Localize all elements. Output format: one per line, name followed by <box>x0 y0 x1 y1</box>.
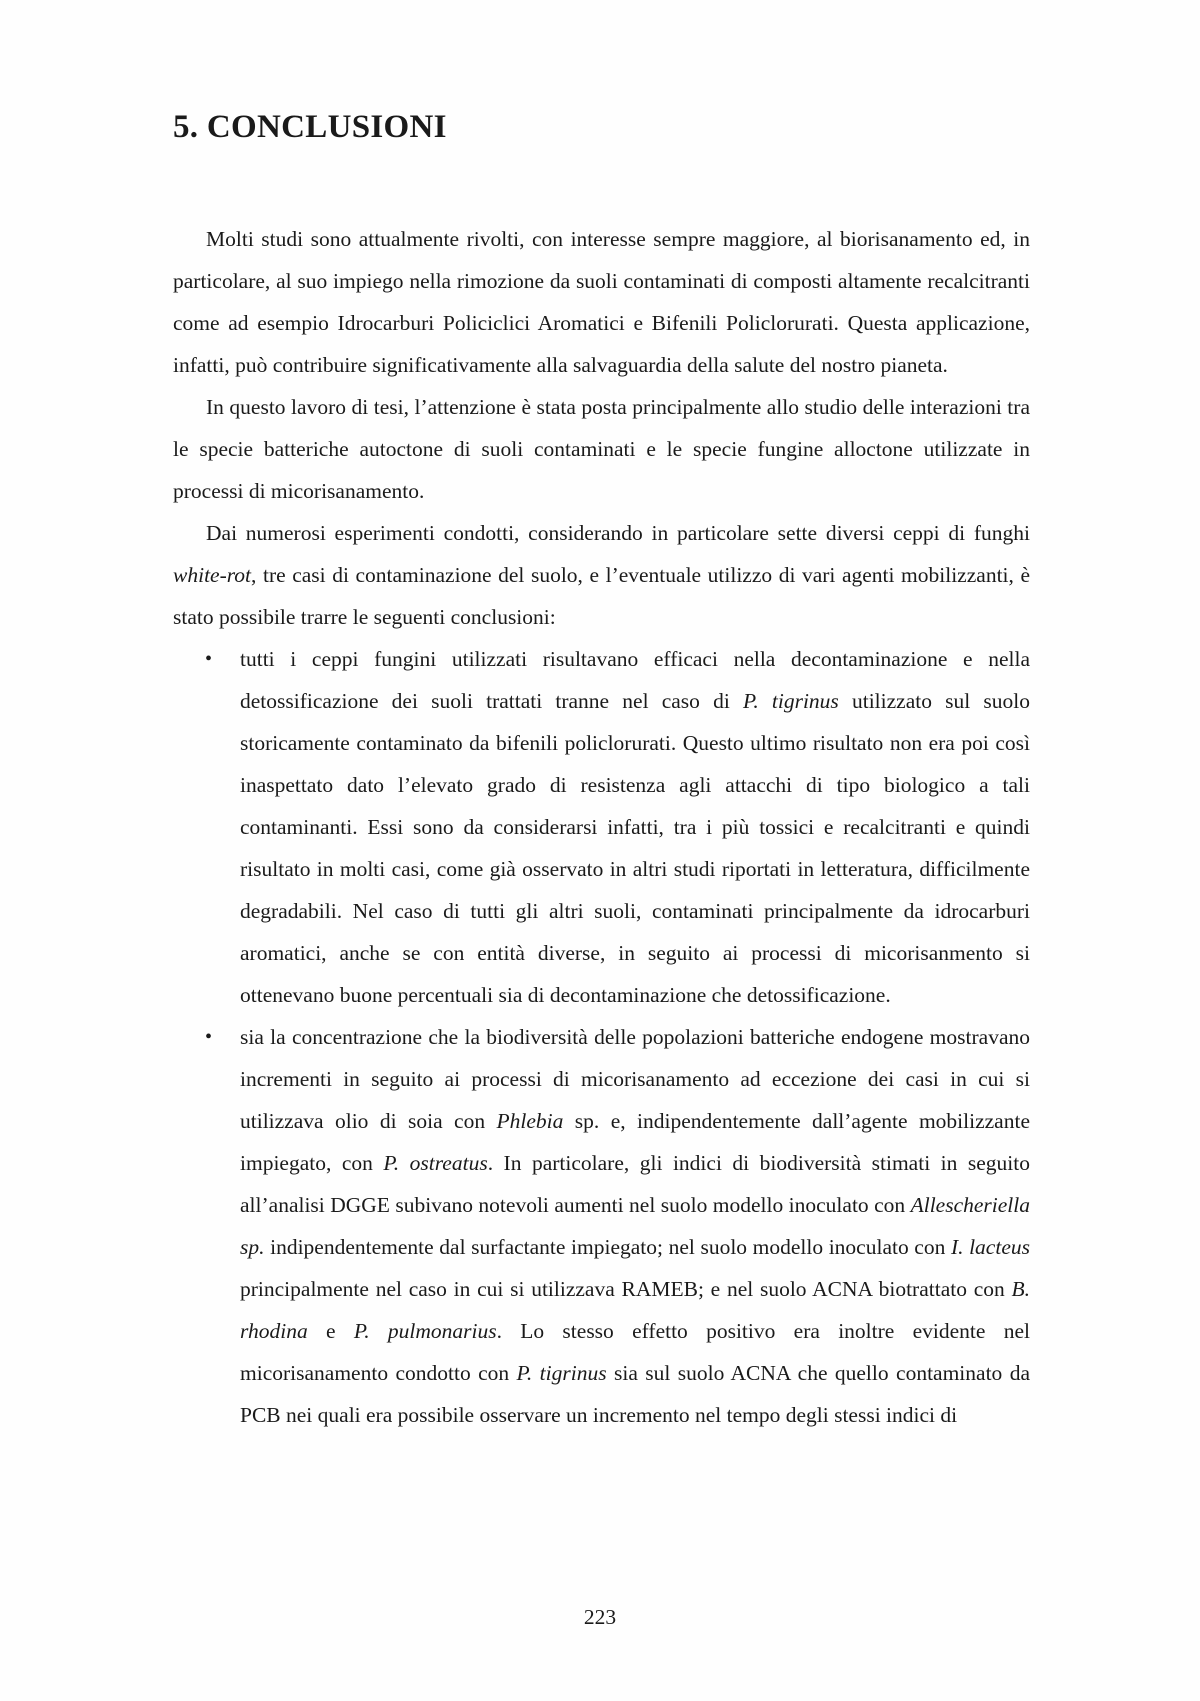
species-name: P. tigrinus <box>742 689 839 713</box>
conclusions-list <box>173 638 1030 1436</box>
italic-term: white-rot <box>173 563 252 587</box>
paragraph: Molti studi sono attualmente rivolti, con interesse sempre maggiore, al biorisanamento ed, in particolare, al suo impiego nella rimozione da suoli contaminati di composti altamente recalcitranti come ad esempio Idrocarburi Policiclici Aromatici e Bifenili Policlorurati. Questa applicazione, infatti, può contribuire significativamente alla salvaguardia della salute del nostro pianeta. <box>173 227 1030 377</box>
species-name: Phlebia <box>496 1109 564 1133</box>
list-item: • tutti i ceppi fungini utilizzati risultavano efficaci nella decontaminazione e nella detossificazione dei suoli trattati tranne nel caso di P. tigrinus utilizzato sul suolo storicamente contaminato da bifenili policlorurati. Questo ultimo risultato non era poi così inaspettato dato l’elevato grado di resistenza agli attacchi di tipo biologico a tali contaminanti. Essi sono da considerarsi infatti, tra i più tossici e recalcitranti e quindi risultato in molti casi, come già osservato in altri studi riportati in letteratura, difficilmente degradabili. Nel caso di tutti gli altri suoli, contaminati principalmente da idrocarburi aromatici, anche se con entità diverse, in seguito ai processi di micorisanmento si ottenevano buone percentuali sia di decontaminazione che detossificazione. <box>173 638 1030 1016</box>
chapter-heading: 5. CONCLUSIONI <box>173 109 447 145</box>
paragraph: Dai numerosi esperimenti condotti, considerando in particolare sette diversi ceppi di funghi white-rot, tre casi di contaminazione del suolo, e l’eventuale utilizzo di vari agenti mobilizzanti, è stato possibile trarre le seguenti conclusioni: <box>173 521 1030 629</box>
species-name: P. pulmonarius <box>353 1319 497 1343</box>
body-text <box>173 218 1030 1436</box>
species-name: I. lacteus <box>950 1235 1030 1259</box>
species-name: Allescheriella sp. <box>240 1193 1030 1259</box>
bullet-icon: • <box>205 1026 213 1048</box>
species-name: B. rhodina <box>240 1277 1030 1343</box>
paragraph: In questo lavoro di tesi, l’attenzione è stata posta principalmente allo studio delle interazioni tra le specie batteriche autoctone di suoli contaminati e le specie fungine alloctone utilizzate in processi di micorisanamento. <box>173 395 1030 503</box>
list-item: • sia la concentrazione che la biodiversità delle popolazioni batteriche endogene mostravano incrementi in seguito ai processi di micorisanamento ad eccezione dei casi in cui si utilizzava olio di soia con Phlebia sp. e, indipendentemente dall’agente mobilizzante impiegato, con P. ostreatus. In particolare, gli indici di biodiversità stimati in seguito all’analisi DGGE subivano notevoli aumenti nel suolo modello inoculato con Allescheriella sp. indipendentemente dal surfactante impiegato; nel suolo modello inoculato con I. lacteus principalmente nel caso in cui si utilizzava RAMEB; e nel suolo ACNA biotrattato con B. rhodina e P. pulmonarius. Lo stesso effetto positivo era inoltre evidente nel micorisanamento condotto con P. tigrinus sia sul suolo ACNA che quello contaminato da PCB nei quali era possibile osservare un incremento nel tempo degli stessi indici di <box>173 1016 1030 1436</box>
bullet-icon: • <box>205 648 213 670</box>
species-name: P. tigrinus <box>516 1361 607 1385</box>
page-number: 223 <box>583 1605 617 1629</box>
species-name: P. ostreatus <box>383 1151 488 1175</box>
